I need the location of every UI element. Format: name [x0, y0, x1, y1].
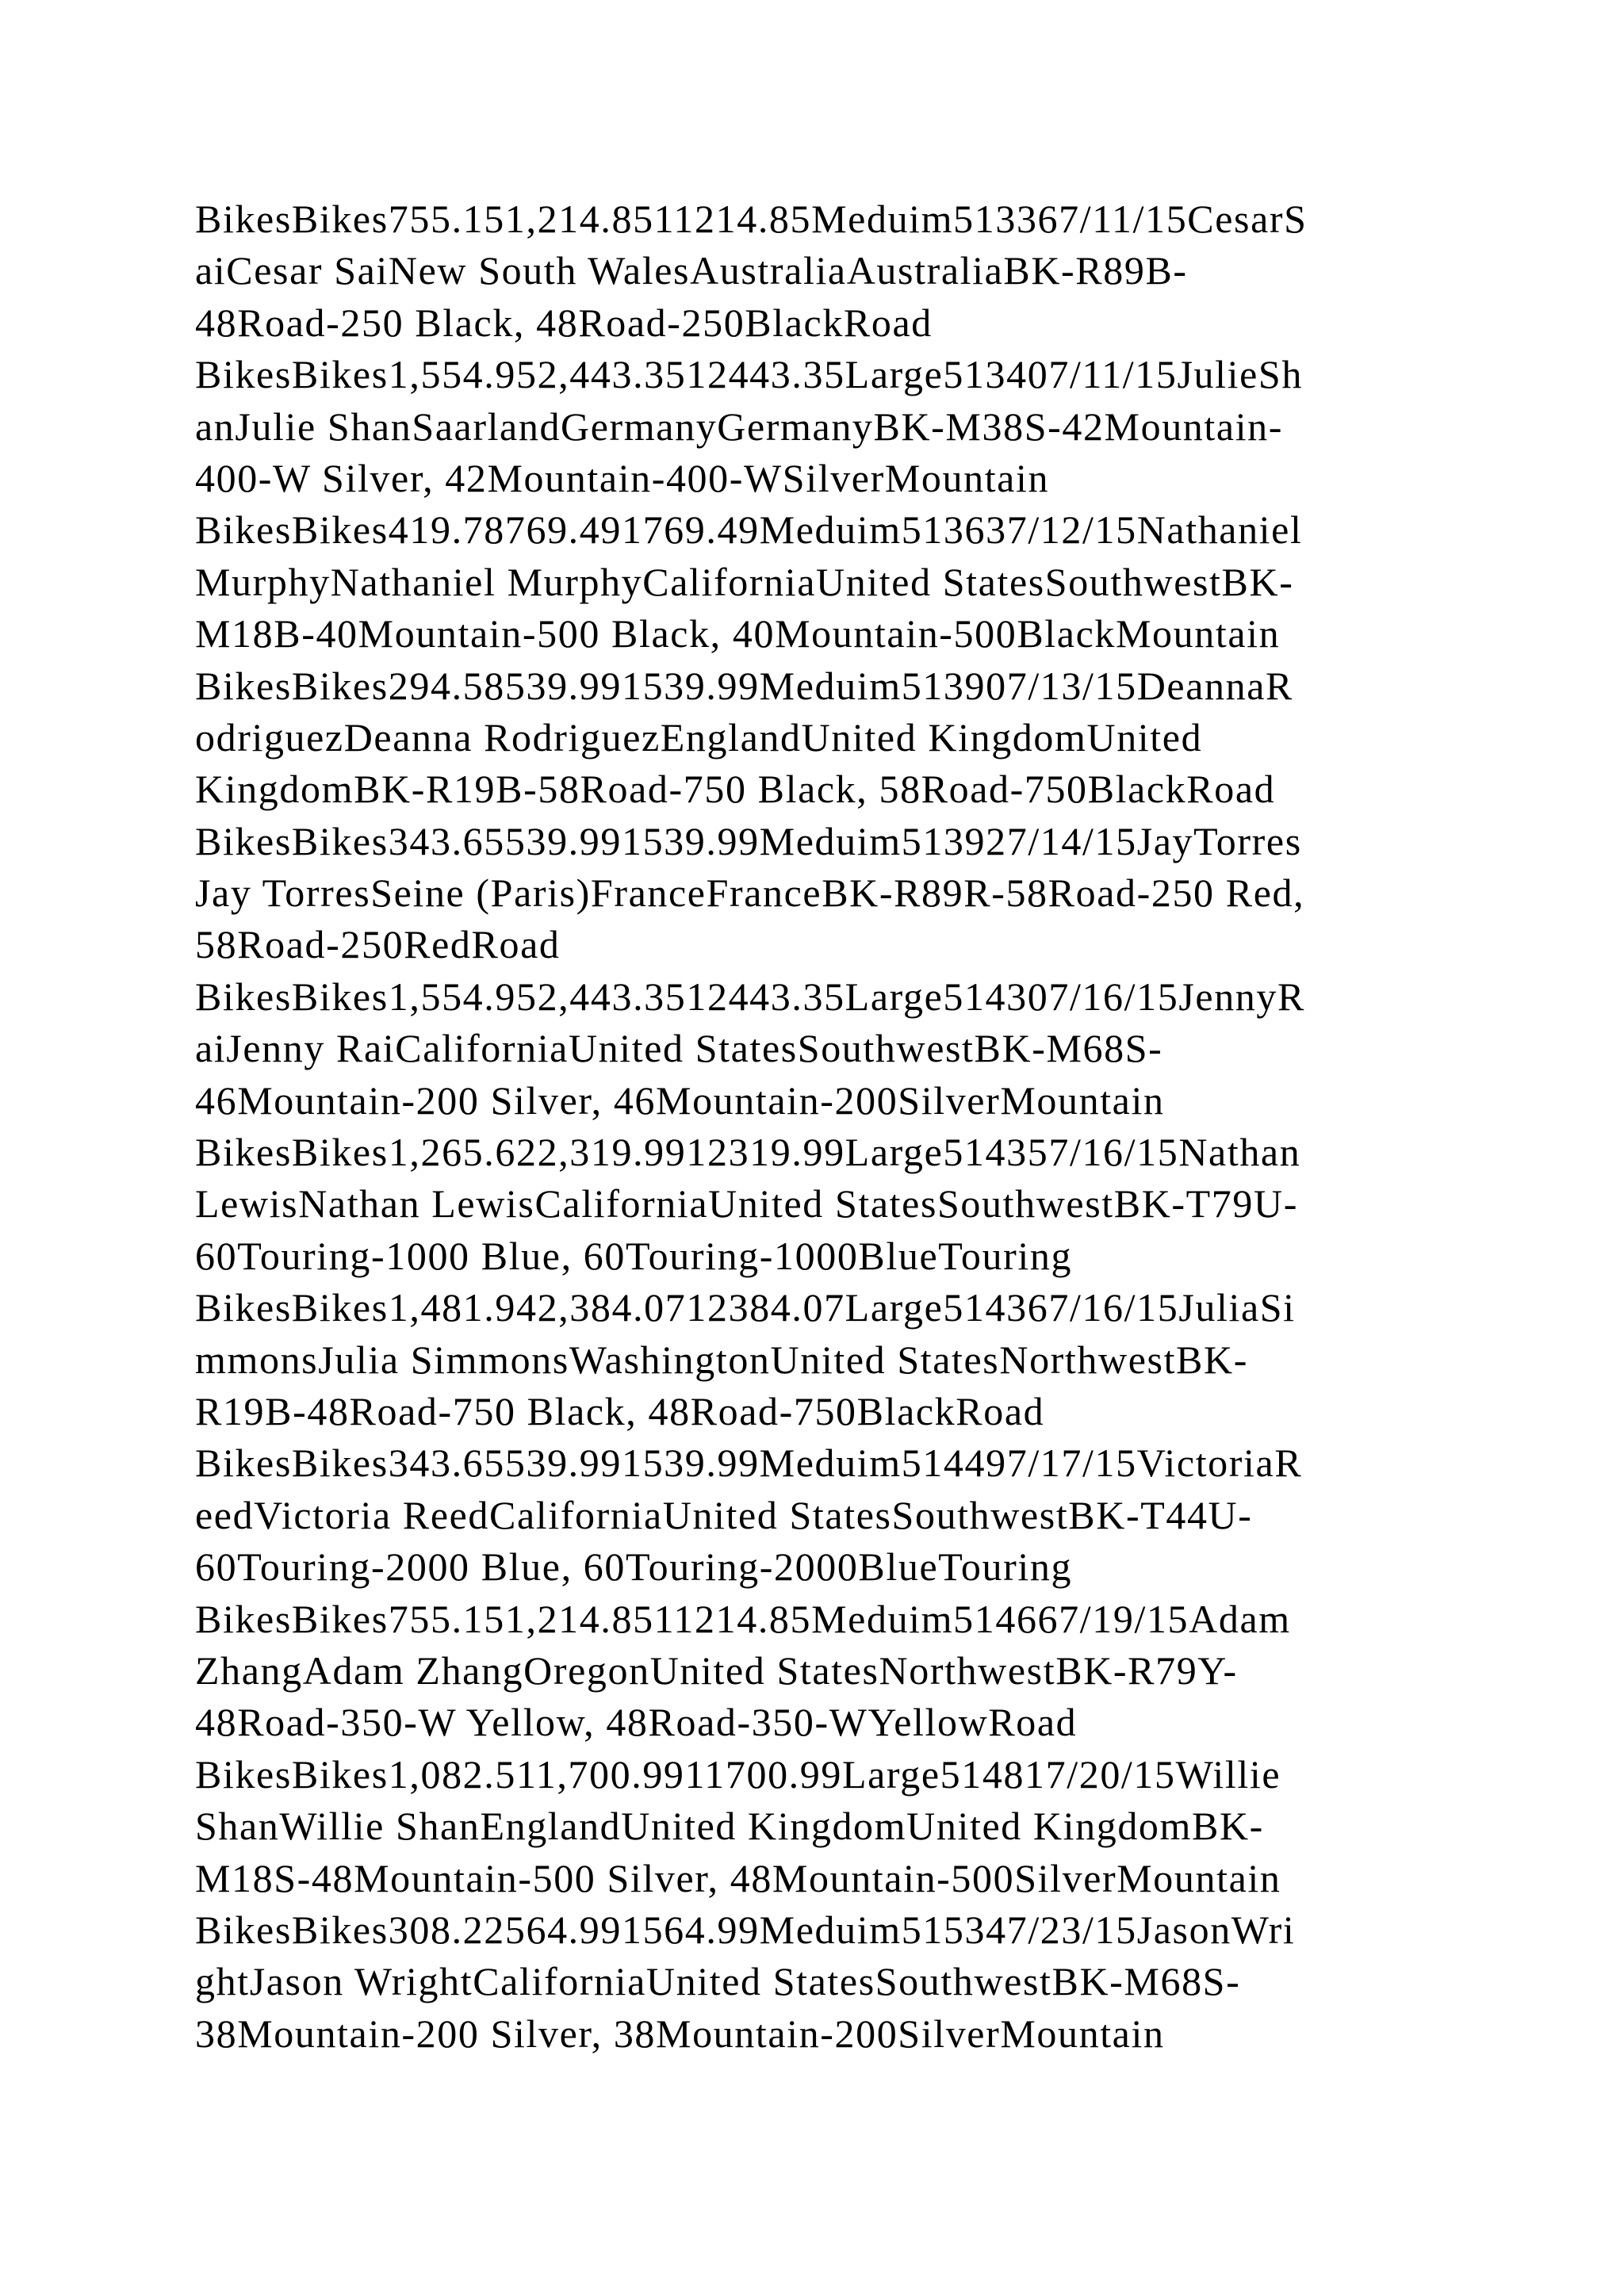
- text-line: aiCesar SaiNew South WalesAustraliaAustraliaBK-R89B-: [195, 248, 1188, 293]
- text-line: BikesBikes755.151,214.8511214.85Meduim514667/19/15Adam: [195, 1596, 1291, 1641]
- text-line: R19B-48Road-750 Black, 48Road-750BlackRoad: [195, 1388, 1045, 1433]
- text-line: anJulie ShanSaarlandGermanyGermanyBK-M38S-42Mountain-: [195, 404, 1284, 449]
- text-line: 60Touring-1000 Blue, 60Touring-1000BlueTouring: [195, 1233, 1073, 1278]
- text-line: 48Road-350-W Yellow, 48Road-350-WYellowRoad: [195, 1700, 1078, 1745]
- text-line: M18S-48Mountain-500 Silver, 48Mountain-500SilverMountain: [195, 1855, 1281, 1900]
- text-line: ghtJason WrightCaliforniaUnited StatesSouthwestBK-M68S-: [195, 1959, 1241, 2004]
- text-line: M18B-40Mountain-500 Black, 40Mountain-500BlackMountain: [195, 611, 1281, 656]
- text-line: eedVictoria ReedCaliforniaUnited StatesSouthwestBK-T44U-: [195, 1492, 1253, 1537]
- text-line: aiJenny RaiCaliforniaUnited StatesSouthwestBK-M68S-: [195, 1026, 1163, 1071]
- text-line: BikesBikes1,554.952,443.3512443.35Large513407/11/15JulieSh: [195, 352, 1303, 397]
- text-line: 58Road-250RedRoad: [195, 922, 561, 967]
- text-line: 48Road-250 Black, 48Road-250BlackRoad: [195, 300, 933, 345]
- text-line: BikesBikes1,481.942,384.0712384.07Large514367/16/15JuliaSi: [195, 1285, 1296, 1330]
- text-line: KingdomBK-R19B-58Road-750 Black, 58Road-750BlackRoad: [195, 767, 1276, 812]
- text-line: BikesBikes294.58539.991539.99Meduim513907/13/15DeannaR: [195, 663, 1293, 708]
- text-line: BikesBikes755.151,214.8511214.85Meduim513367/11/15CesarS: [195, 197, 1308, 241]
- text-line: ShanWillie ShanEnglandUnited KingdomUnited KingdomBK-: [195, 1804, 1264, 1849]
- text-line: mmonsJulia SimmonsWashingtonUnited StatesNorthwestBK-: [195, 1337, 1248, 1382]
- text-line: BikesBikes419.78769.491769.49Meduim513637/12/15Nathaniel: [195, 507, 1303, 553]
- body-text: [195, 193, 1464, 2060]
- text-line: 400-W Silver, 42Mountain-400-WSilverMountain: [195, 455, 1050, 500]
- text-line: BikesBikes343.65539.991539.99Meduim513927/14/15JayTorres: [195, 818, 1302, 863]
- text-line: BikesBikes343.65539.991539.99Meduim514497/17/15VictoriaR: [195, 1441, 1303, 1486]
- text-line: ZhangAdam ZhangOregonUnited StatesNorthwestBK-R79Y-: [195, 1647, 1238, 1693]
- text-line: BikesBikes1,554.952,443.3512443.35Large514307/16/15JennyR: [195, 974, 1305, 1019]
- text-line: BikesBikes1,265.622,319.9912319.99Large514357/16/15Nathan: [195, 1130, 1301, 1175]
- text-line: BikesBikes1,082.511,700.9911700.99Large514817/20/15Willie: [195, 1751, 1281, 1797]
- text-line: odriguezDeanna RodriguezEnglandUnited KingdomUnited: [195, 714, 1203, 760]
- text-line: BikesBikes308.22564.991564.99Meduim515347/23/15JasonWri: [195, 1907, 1296, 1952]
- text-line: 38Mountain-200 Silver, 38Mountain-200SilverMountain: [195, 2011, 1165, 2056]
- text-line: 60Touring-2000 Blue, 60Touring-2000BlueTouring: [195, 1544, 1073, 1590]
- text-line: Jay TorresSeine (Paris)FranceFranceBK-R89R-58Road-250 Red,: [195, 871, 1305, 916]
- text-line: 46Mountain-200 Silver, 46Mountain-200SilverMountain: [195, 1077, 1165, 1123]
- text-line: LewisNathan LewisCaliforniaUnited StatesSouthwestBK-T79U-: [195, 1181, 1298, 1226]
- text-line: MurphyNathaniel MurphyCaliforniaUnited StatesSouthwestBK-: [195, 559, 1294, 604]
